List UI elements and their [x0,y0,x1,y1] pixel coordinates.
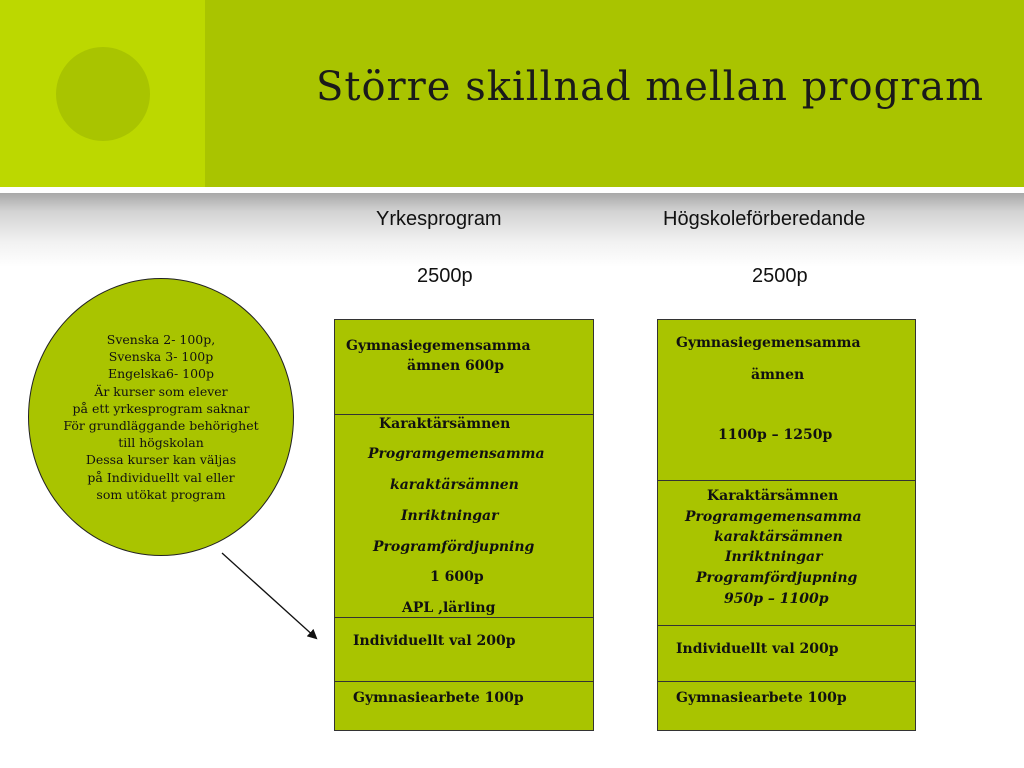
hogsk-1100-1250p: 1100p – 1250p [718,427,833,443]
yrke-karaktarsamnen: Karaktärsämnen [379,416,511,432]
yrke-programfordjupning: Programfördjupning [373,539,535,555]
bubble-line: på Individuellt val eller [87,469,235,485]
slide-title: Större skillnad mellan program [316,64,985,110]
hogsk-inriktningar: Inriktningar [725,549,823,565]
hogsk-karaktarsamnen: Karaktärsämnen [707,488,839,504]
bubble-line: på ett yrkesprogram saknar [72,400,250,416]
bubble-line: För grundläggande behörighet [63,418,259,434]
hogsk-gymnasiearbete: Gymnasiearbete 100p [676,690,847,706]
bubble-line: Dessa kurser kan väljas [85,452,237,468]
yrke-individuellt-val: Individuellt val 200p [353,633,516,649]
arrow-line [222,553,316,638]
divider [334,681,594,682]
divider [334,414,594,415]
bubble-line: Svenska 3- 100p [108,349,214,365]
divider [657,625,916,626]
hogsk-950-1100p: 950p – 1100p [724,591,829,607]
hogsk-gymnasiegemensamma: Gymnasiegemensamma [676,335,861,351]
yrke-karaktarsamnen-sub: karaktärsämnen [390,477,519,493]
yrke-1600p: 1 600p [430,569,484,585]
bubble-line: Är kurser som elever [94,383,228,399]
column-heading-yrkesprogram: Yrkesprogram [376,208,502,230]
column-points-hogskoleforberedande: 2500p [752,265,808,287]
hogsk-individuellt-val: Individuellt val 200p [676,641,839,657]
yrke-inriktningar: Inriktningar [401,508,499,524]
bubble-line: Svenska 2- 100p, [106,332,216,347]
yrke-amnen-600p: ämnen 600p [407,358,505,374]
divider [334,617,594,618]
yrke-gymnasiegemensamma: Gymnasiegemensamma [346,338,531,354]
yrkesprogram-structure-box [334,319,594,731]
hogsk-amnen: ämnen [751,367,805,383]
hogsk-karaktarsamnen-sub: karaktärsämnen [714,529,843,545]
yrke-programgemensamma: Programgemensamma [368,446,545,462]
yrke-apl-larling: APL ,lärling [402,600,496,616]
divider [657,480,916,481]
hogsk-programgemensamma: Programgemensamma [685,509,862,525]
divider [657,681,916,682]
hogsk-programfordjupning: Programfördjupning [696,570,858,586]
column-points-yrkesprogram: 2500p [417,265,473,287]
bubble-line: som utökat program [96,486,226,502]
bubble-line: till högskolan [118,435,204,451]
bubble-line: Engelska6- 100p [107,366,215,382]
yrke-gymnasiearbete: Gymnasiearbete 100p [353,690,524,706]
column-heading-hogskoleforberedande: Högskoleförberedande [663,208,866,230]
